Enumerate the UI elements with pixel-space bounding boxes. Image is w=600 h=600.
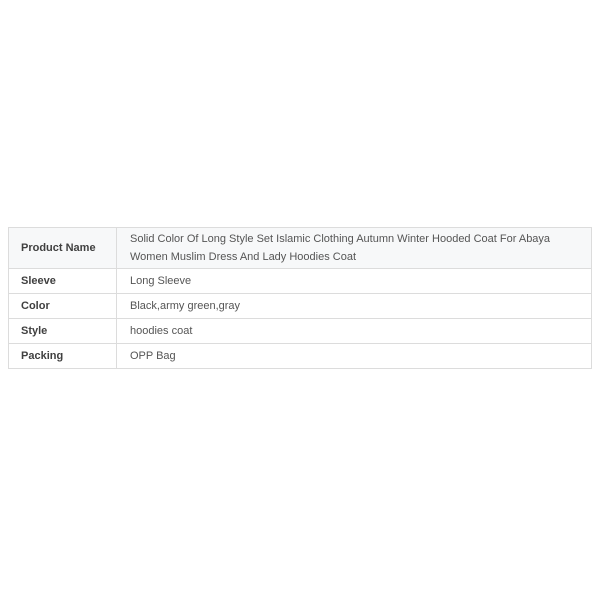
spec-label-style: Style: [9, 319, 117, 344]
spec-label-packing: Packing: [9, 344, 117, 369]
spec-value-color: Black,army green,gray: [117, 294, 592, 319]
spec-label-product-name: Product Name: [9, 228, 117, 269]
spec-value-product-name: Solid Color Of Long Style Set Islamic Clothing Autumn Winter Hooded Coat For Abaya Women Muslim Dress And Lady Hoodies Coat: [117, 228, 592, 269]
spec-row-sleeve: [9, 269, 592, 294]
spec-row-style: [9, 319, 592, 344]
spec-value-sleeve: Long Sleeve: [117, 269, 592, 294]
spec-value-packing: OPP Bag: [117, 344, 592, 369]
spec-row-product-name: [9, 228, 592, 269]
spec-label-sleeve: Sleeve: [9, 269, 117, 294]
product-spec-table: [8, 227, 592, 369]
spec-label-color: Color: [9, 294, 117, 319]
spec-row-packing: [9, 344, 592, 369]
spec-value-style: hoodies coat: [117, 319, 592, 344]
spec-row-color: [9, 294, 592, 319]
